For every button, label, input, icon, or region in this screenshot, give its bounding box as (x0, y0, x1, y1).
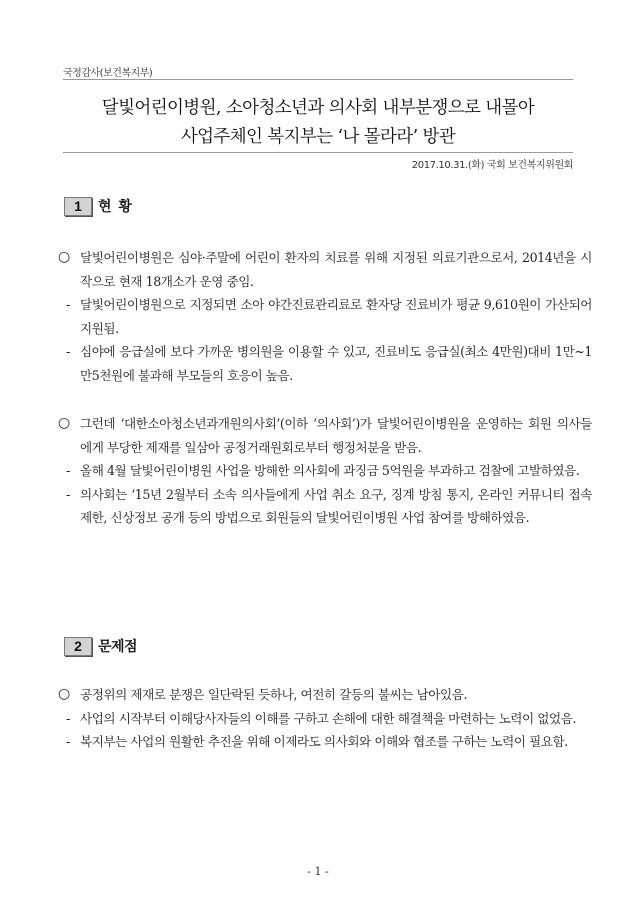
document-title-line-2: 사업주체인 복지부는 ‘나 몰라라’ 방관 (180, 127, 456, 147)
status-paragraph-2 (58, 412, 592, 530)
bullet-text: 의사회는 ‘15년 2월부터 소속 의사들에게 사업 취소 요구, 징계 방침 통지, 온라인 커뮤니티 접속 제한, 신상정보 공개 등의 방법으로 회원들의 달빛어린이병원 사업 참여를 방해하였음. (80, 486, 592, 526)
section-title: 문제점 (98, 639, 138, 655)
bullet-text: 복지부는 사업의 원활한 추진을 위해 이제라도 의사회와 이해와 협조를 구하는 노력이 필요함. (80, 734, 568, 750)
bullet-text: 공정위의 제재로 분쟁은 일단락된 듯하나, 여전히 갈등의 불씨는 남아있음. (80, 687, 467, 702)
section-heading-problems (64, 636, 137, 656)
dash-bullet-icon: - (66, 344, 71, 360)
section-number-box: 2 (64, 637, 92, 656)
dash-bullet-icon: - (66, 486, 71, 502)
page-number: - 1 - (307, 865, 329, 878)
bullet-item (58, 246, 592, 293)
circle-bullet-icon: ○ (58, 686, 70, 702)
bullet-text: 올해 4월 달빛어린이병원 사업을 방해한 의사회에 과징금 5억원을 부과하고 검찰에 고발하였음. (80, 463, 580, 479)
section-title: 현 황 (98, 199, 133, 215)
bullet-item (58, 683, 592, 707)
sub-bullet-item (58, 293, 592, 340)
sub-bullet-item (58, 483, 592, 530)
bullet-text: 그런데 ‘대한소아청소년과개원의사회’(이하 ‘의사회’)가 달빛어린이병원을 운영하는 회원 의사들에게 부당한 제재를 일삼아 공정거래원회로부터 행정처분을 받음. (80, 416, 592, 455)
document-header-label: 국정감사(보건복지부) (63, 68, 153, 79)
dash-bullet-icon: - (66, 463, 71, 479)
bullet-text: 달빛어린이병원은 심야·주말에 어린이 환자의 치료를 위해 지정된 의료기관으로서, 2014년을 시작으로 현재 18개소가 운영 중임. (80, 250, 592, 289)
header-divider (63, 79, 573, 80)
section-number-box: 1 (64, 197, 92, 216)
document-title-line-1: 달빛어린이병원, 소아청소년과 의사회 내부분쟁으로 내몰아 (101, 98, 535, 118)
sub-bullet-item (58, 340, 592, 387)
sub-bullet-item (58, 730, 592, 754)
bullet-text: 달빛어린이병원으로 지정되면 소아 야간진료관리료로 환자당 진료비가 평균 9,610원이 가산되어 지원됨. (80, 297, 592, 336)
status-paragraph-1 (58, 246, 592, 388)
sub-bullet-item (58, 459, 592, 483)
sub-bullet-item (58, 707, 592, 731)
dash-bullet-icon: - (66, 734, 71, 750)
dash-bullet-icon: - (66, 710, 71, 726)
date-and-committee: 2017.10.31.(화) 국회 보건복지위원회 (411, 160, 573, 171)
dash-bullet-icon: - (66, 297, 71, 313)
section-heading-status (64, 196, 133, 216)
bullet-text: 사업의 시작부터 이해당사자들의 이해를 구하고 손해에 대한 해결책을 마련하는 노력이 없었음. (80, 710, 576, 726)
circle-bullet-icon: ○ (58, 249, 70, 265)
bullet-text: 심야에 응급실에 보다 가까운 병의원을 이용할 수 있고, 진료비도 응급실(최소 4만원)대비 1만~1만5천원에 불과해 부모들의 호응이 높음. (80, 344, 592, 383)
circle-bullet-icon: ○ (58, 415, 70, 431)
problems-paragraph (58, 683, 592, 754)
title-divider (63, 152, 573, 153)
bullet-item (58, 412, 592, 459)
